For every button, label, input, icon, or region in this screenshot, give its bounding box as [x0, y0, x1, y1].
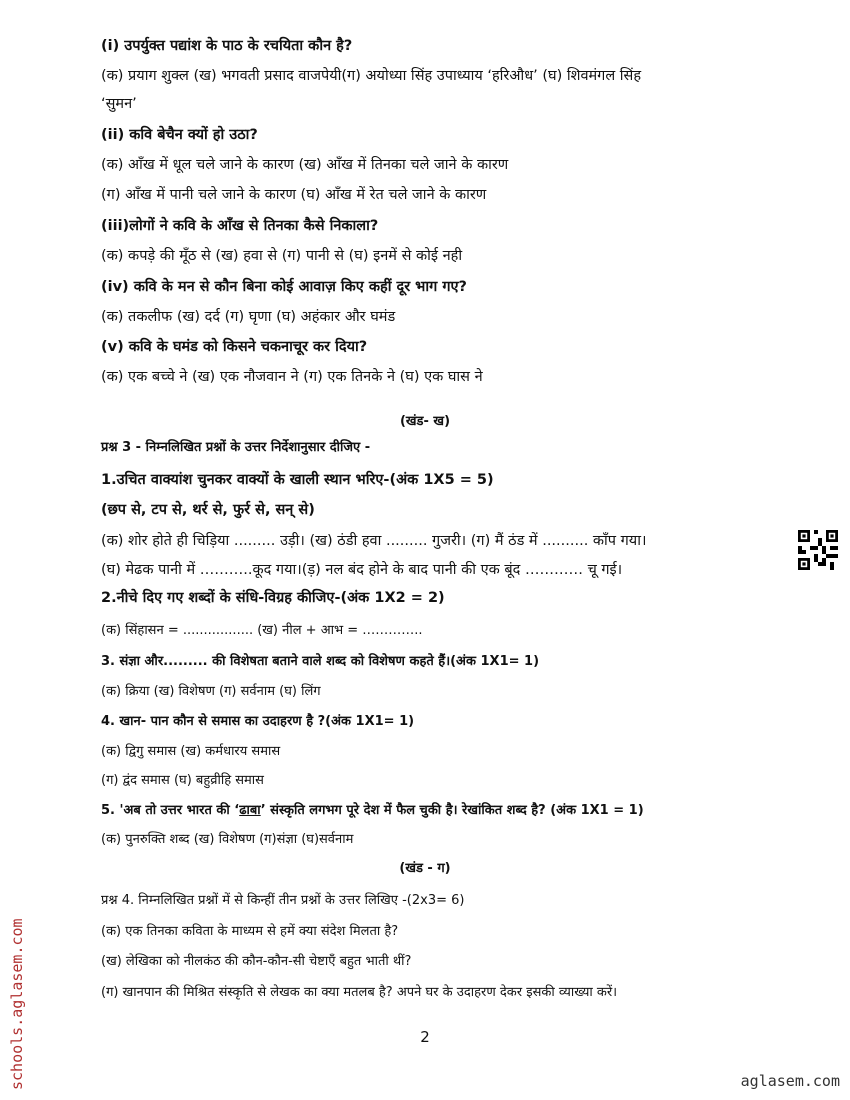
q5-text-pre: 5. 'अब तो उत्तर भारत की ‘ [101, 803, 240, 818]
answer-options: (घ) मेढक पानी में ………..कूद गया।(ड़) नल बंद होने के बाद पानी की एक बूंद ………… चू गई। [101, 562, 623, 578]
answer-options: (ग) आँख में पानी चले जाने के कारण (घ) आँख में रेत चले जाने के कारण [101, 187, 487, 203]
question-text: 1.उचित वाक्यांश चुनकर वाक्यों के खाली स्थान भरिए-(अंक 1X5 = 5) [101, 472, 494, 488]
section-heading: (खंड- ख) [399, 414, 451, 429]
section-heading: (खंड - ग) [399, 861, 451, 876]
question-text: (i) उपर्युक्त पद्यांश के पाठ के रचयिता कौन है? [101, 38, 353, 54]
qr-code-icon [798, 530, 838, 570]
question-text: (iii)लोगों ने कवि के आँख से तिनका कैसे निकाला? [101, 218, 379, 234]
question-text: 3. संज्ञा और......... की विशेषता बताने वाले शब्द को विशेषण कहते हैं।(अंक 1X1= 1) [101, 654, 540, 669]
question-text: (छप से, टप से, थर्र से, फुर्र से, सन् से) [101, 502, 315, 518]
question-text: (ii) कवि बेचैन क्यों हो उठा? [101, 127, 258, 143]
answer-options: ‘सुमन’ [101, 96, 137, 112]
answer-options: (क) एक तिनका कविता के माध्यम से हमें क्या संदेश मिलता है? [101, 924, 399, 939]
answer-options: (ग) द्वंद समास (घ) बहुव्रीहि समास [101, 773, 264, 788]
question-5 [101, 801, 644, 821]
question-text: 2.नीचे दिए गए शब्दों के संधि-विग्रह कीजिए-(अंक 1X2 = 2) [101, 590, 445, 606]
answer-options: (क) प्रयाग शुक्ल (ख) भगवती प्रसाद वाजपेयी(ग) अयोध्या सिंह उपाध्याय ‘हरिऔध’ (घ) शिवमंगल सिंह [101, 68, 642, 84]
question-text: (iv) कवि के मन से कौन बिना कोई आवाज़ किए कहीं दूर भाग गए? [101, 279, 467, 295]
question-text: (v) कवि के घमंड को किसने चकनाचूर कर दिया? [101, 339, 368, 355]
footer-watermark: aglasem.com [740, 1072, 840, 1090]
answer-options: (क) कपड़े की मूँठ से (ख) हवा से (ग) पानी से (घ) इनमें से कोई नही [101, 248, 463, 264]
question-text: प्रश्न 3 - निम्नलिखित प्रश्नों के उत्तर निर्देशानुसार दीजिए - [101, 440, 371, 455]
q5-underlined-word: ढाबा [239, 803, 261, 818]
q5-text-post: ’ संस्कृति लगभग पूरे देश में फैल चुकी है। रेखांकित शब्द है? (अंक 1X1 = 1) [260, 803, 644, 818]
side-watermark: schools.aglasem.com [8, 918, 26, 1090]
page-number: 2 [420, 1028, 430, 1046]
question-text: 4. खान- पान कौन से समास का उदाहरण है ?(अंक 1X1= 1) [101, 714, 415, 729]
answer-options: (क) एक बच्चे ने (ख) एक नौजवान ने (ग) एक तिनके ने (घ) एक घास ने [101, 369, 483, 385]
answer-options: (ख) लेखिका को नीलकंठ की कौन-कौन-सी चेष्टाएँ बहुत भाती थीं? [101, 954, 412, 969]
answer-options: (क) तकलीफ (ख) दर्द (ग) घृणा (घ) अहंकार और घमंड [101, 309, 396, 325]
answer-options: (क) क्रिया (ख) विशेषण (ग) सर्वनाम (घ) लिंग [101, 684, 321, 699]
answer-options: (क) पुनरुक्ति शब्द (ख) विशेषण (ग)संज्ञा (घ)सर्वनाम [101, 832, 354, 847]
answer-options: (क) सिंहासन = ................. (ख) नील + आभ = ………….. [101, 623, 423, 638]
answer-options: (क) शोर होते ही चिड़िया ......... उड़ी। (ख) ठंडी हवा ......... गुजरी। (ग) मैं ठंड में .......... काँप गया। [101, 533, 647, 549]
answer-options: प्रश्न 4. निम्नलिखित प्रश्नों में से किन्हीं तीन प्रश्नों के उत्तर लिखिए -(2x3= 6) [101, 893, 465, 908]
answer-options: (क) आँख में धूल चले जाने के कारण (ख) आँख में तिनका चले जाने के कारण [101, 157, 509, 173]
answer-options: (ग) खानपान की मिश्रित संस्कृति से लेखक का क्या मतलब है? अपने घर के उदाहरण देकर इसकी व्याख्या करें। [101, 985, 618, 1000]
answer-options: (क) द्विगु समास (ख) कर्मधारय समास [101, 744, 281, 759]
